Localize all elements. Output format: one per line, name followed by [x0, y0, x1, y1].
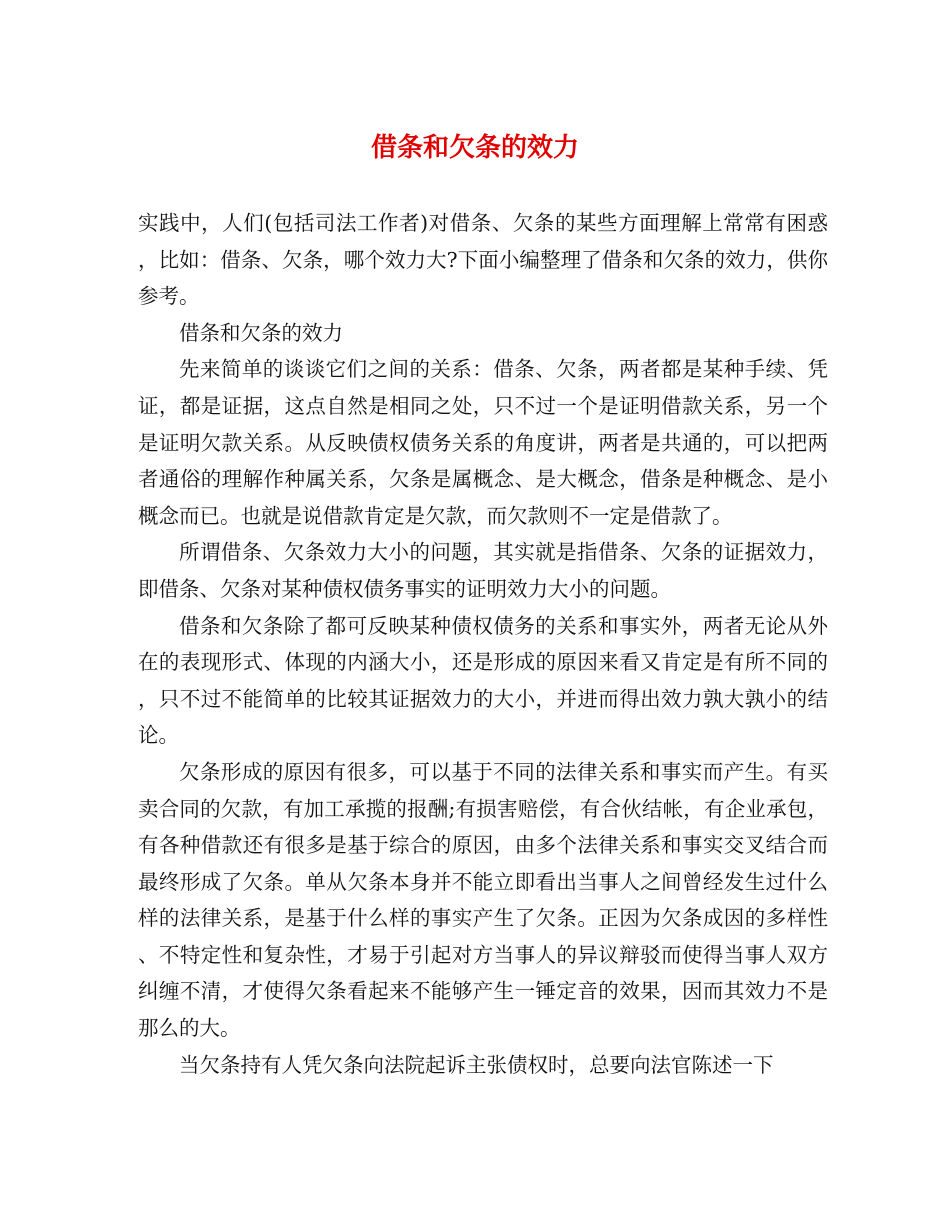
paragraph-lawsuit: 当欠条持有人凭欠条向法院起诉主张债权时，总要向法官陈述一下: [179, 1052, 774, 1077]
document-title: 借条和欠条的效力: [370, 133, 579, 163]
paragraph-differences: 借条和欠条除了都可反映某种债权债务的关系和事实外，两者无论从外在的表现形式、体现的内涵大小，还是形成的原因来看又肯定是有所不同的，只不过不能简单的比较其证据效力的大小，并进而得出效力孰大孰小的结论。: [138, 613, 828, 748]
section-heading: 借条和欠条的效力: [179, 320, 343, 345]
paragraph-intro: 实践中，人们(包括司法工作者)对借条、欠条的某些方面理解上常常有困惑，比如：借条、欠条，哪个效力大?下面小编整理了借条和欠条的效力，供你参考。: [138, 211, 828, 309]
paragraph-relationship: 先来简单的谈谈它们之间的关系：借条、欠条，两者都是某种手续、凭证，都是证据，这点自然是相同之处，只不过一个是证明借款关系，另一个是证明欠款关系。从反映债权债务关系的角度讲，两者是共通的，可以把两者通俗的理解作种属关系，欠条是属概念、是大概念，借条是种概念、是小概念而已。也就是说借款肯定是欠款，而欠款则不一定是借款了。: [138, 357, 828, 528]
paragraph-causes: 欠条形成的原因有很多，可以基于不同的法律关系和事实而产生。有买卖合同的欠款，有加工承揽的报酬;有损害赔偿，有合伙结帐，有企业承包，有各种借款还有很多是基于综合的原因，由多个法律关系和事实交叉结合而最终形成了欠条。单从欠条本身并不能立即看出当事人之间曾经发生过什么样的法律关系，是基于什么样的事实产生了欠条。正因为欠条成因的多样性、不特定性和复杂性，才易于引起对方当事人的异议辩驳而使得当事人双方纠缠不清，才使得欠条看起来不能够产生一锤定音的效果，因而其效力不是那么的大。: [138, 759, 828, 1041]
paragraph-effect-size: 所谓借条、欠条效力大小的问题，其实就是指借条、欠条的证据效力，即借条、欠条对某种债权债务事实的证明效力大小的问题。: [138, 540, 828, 601]
document-body: [138, 205, 828, 1083]
